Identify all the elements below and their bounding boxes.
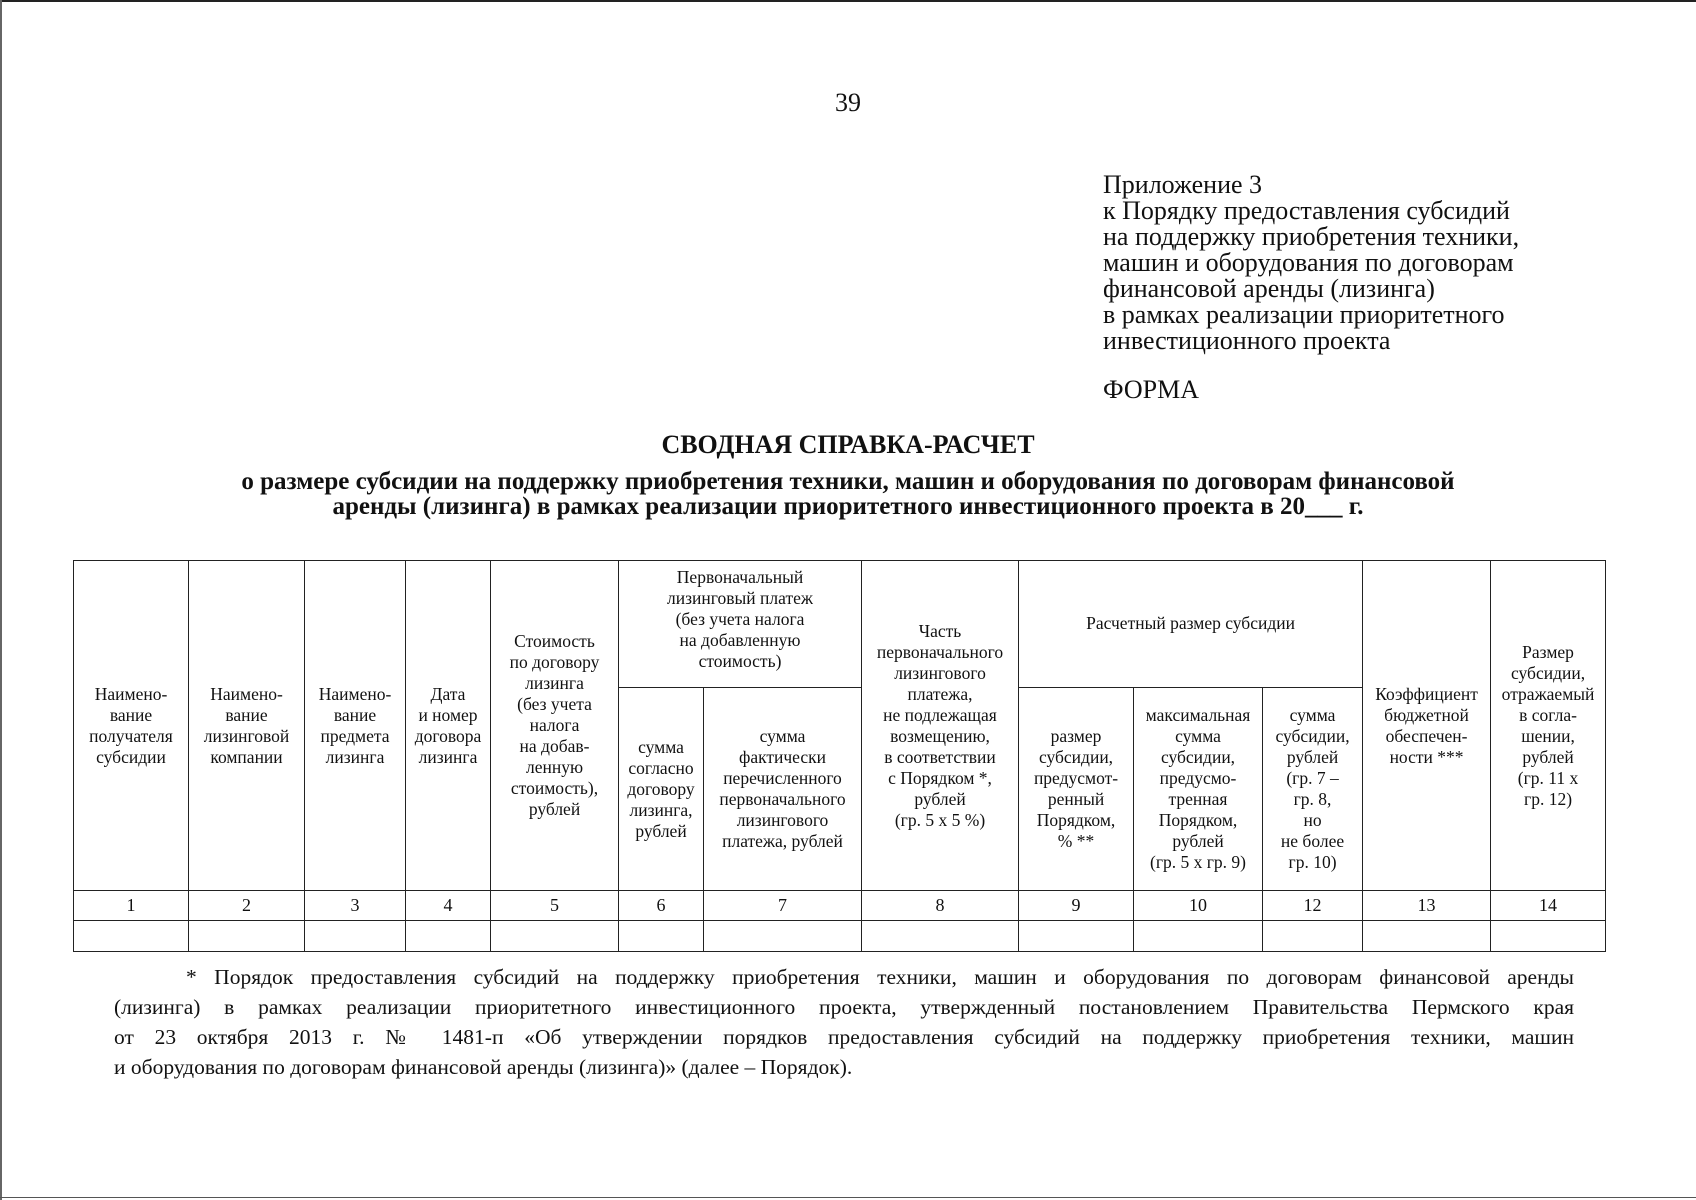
- footnote-line: (лизинга) в рамках реализации приоритетного инвестиционного проекта, утвержденный постановлением Правительства Пермского края: [114, 995, 1574, 1019]
- column-number: 10: [1134, 891, 1263, 921]
- appendix-reference: [1103, 172, 1663, 354]
- footnote-line: и оборудования по договорам финансовой аренды (лизинга)» (далее – Порядок).: [114, 1055, 853, 1079]
- header-nonrefundable-part: Часть первоначального лизингового платежа, не подлежащая возмещению, в соответствии с Порядком *, рублей (гр. 5 х 5 %): [862, 561, 1019, 891]
- empty-cell: [619, 921, 704, 952]
- footnote-line: от 23 октября 2013 г. № 1481-п «Об утверждении порядков предоставления субсидий на поддержку приобретения техники, машин: [114, 1025, 1574, 1049]
- empty-cell: [305, 921, 406, 952]
- header-sum-per-contract: сумма согласно договору лизинга, рублей: [619, 688, 704, 891]
- empty-cell: [862, 921, 1019, 952]
- column-number: 4: [406, 891, 491, 921]
- header-calculated-subsidy-group: Расчетный размер субсидии: [1019, 561, 1363, 688]
- empty-cell: [74, 921, 189, 952]
- empty-cell: [189, 921, 305, 952]
- appendix-line: инвестиционного проекта: [1103, 326, 1391, 355]
- empty-cell: [704, 921, 862, 952]
- empty-cell: [1019, 921, 1134, 952]
- form-label: ФОРМА: [1103, 375, 1199, 404]
- subsidy-calculation-table: [73, 560, 1606, 952]
- header-contract-date-number: Дата и номер договора лизинга: [406, 561, 491, 891]
- empty-cell: [1263, 921, 1363, 952]
- document-title: СВОДНАЯ СПРАВКА-РАСЧЕТ: [661, 430, 1035, 459]
- header-sum-actually-transferred: сумма фактически перечисленного первоначального лизингового платежа, рублей: [704, 688, 862, 891]
- appendix-line: машин и оборудования по договорам: [1103, 248, 1514, 277]
- empty-cell: [1491, 921, 1606, 952]
- column-number: 9: [1019, 891, 1134, 921]
- appendix-line: к Порядку предоставления субсидий: [1103, 196, 1510, 225]
- header-recipient-name: Наимено- вание получателя субсидии: [74, 561, 189, 891]
- header-budget-coefficient: Коэффициент бюджетной обеспечен- ности ***: [1363, 561, 1491, 891]
- empty-cell: [1363, 921, 1491, 952]
- empty-cell: [1134, 921, 1263, 952]
- column-number: 5: [491, 891, 619, 921]
- column-number: 8: [862, 891, 1019, 921]
- header-subsidy-percent: размер субсидии, предусмот- ренный Порядком, % **: [1019, 688, 1134, 891]
- column-number: 7: [704, 891, 862, 921]
- appendix-line: финансовой аренды (лизинга): [1103, 274, 1435, 303]
- empty-cell: [406, 921, 491, 952]
- header-subsidy-sum: сумма субсидии, рублей (гр. 7 – гр. 8, но не более гр. 10): [1263, 688, 1363, 891]
- page-number: 39: [835, 88, 861, 117]
- column-number: 12: [1263, 891, 1363, 921]
- header-max-subsidy-sum: максимальная сумма субсидии, предусмо- тренная Порядком, рублей (гр. 5 х гр. 9): [1134, 688, 1263, 891]
- page-border-top: [0, 0, 1696, 2]
- subtitle-line: о размере субсидии на поддержку приобретения техники, машин и оборудования по договорам финансовой: [241, 468, 1455, 495]
- subtitle-line: аренды (лизинга) в рамках реализации приоритетного инвестиционного проекта в 20___ г.: [332, 493, 1364, 520]
- header-leasing-company: Наимено- вание лизинговой компании: [189, 561, 305, 891]
- column-number: 14: [1491, 891, 1606, 921]
- column-number-row: [74, 891, 1606, 921]
- empty-cell: [491, 921, 619, 952]
- header-contract-cost: Стоимость по договору лизинга (без учета налога на добав- ленную стоимость), рублей: [491, 561, 619, 891]
- header-initial-payment-group: Первоначальный лизинговый платеж (без учета налога на добавленную стоимость): [619, 561, 862, 688]
- table-row-empty: [74, 921, 1606, 952]
- header-subsidy-in-agreement: Размер субсидии, отражаемый в согла- шении, рублей (гр. 11 х гр. 12): [1491, 561, 1606, 891]
- column-number: 3: [305, 891, 406, 921]
- column-number: 1: [74, 891, 189, 921]
- footnote-line: * Порядок предоставления субсидий на поддержку приобретения техники, машин и оборудования по договорам финансовой аренды: [186, 965, 1574, 989]
- header-leasing-subject: Наимено- вание предмета лизинга: [305, 561, 406, 891]
- appendix-line: на поддержку приобретения техники,: [1103, 222, 1520, 251]
- document-subtitle: [60, 469, 1636, 519]
- footnote: [114, 962, 1574, 1082]
- appendix-line: Приложение 3: [1103, 170, 1263, 199]
- column-number: 13: [1363, 891, 1491, 921]
- column-number: 2: [189, 891, 305, 921]
- column-number: 6: [619, 891, 704, 921]
- page-border-bottom: [0, 1197, 1696, 1198]
- page-border-left: [0, 0, 2, 1200]
- appendix-line: в рамках реализации приоритетного: [1103, 300, 1505, 329]
